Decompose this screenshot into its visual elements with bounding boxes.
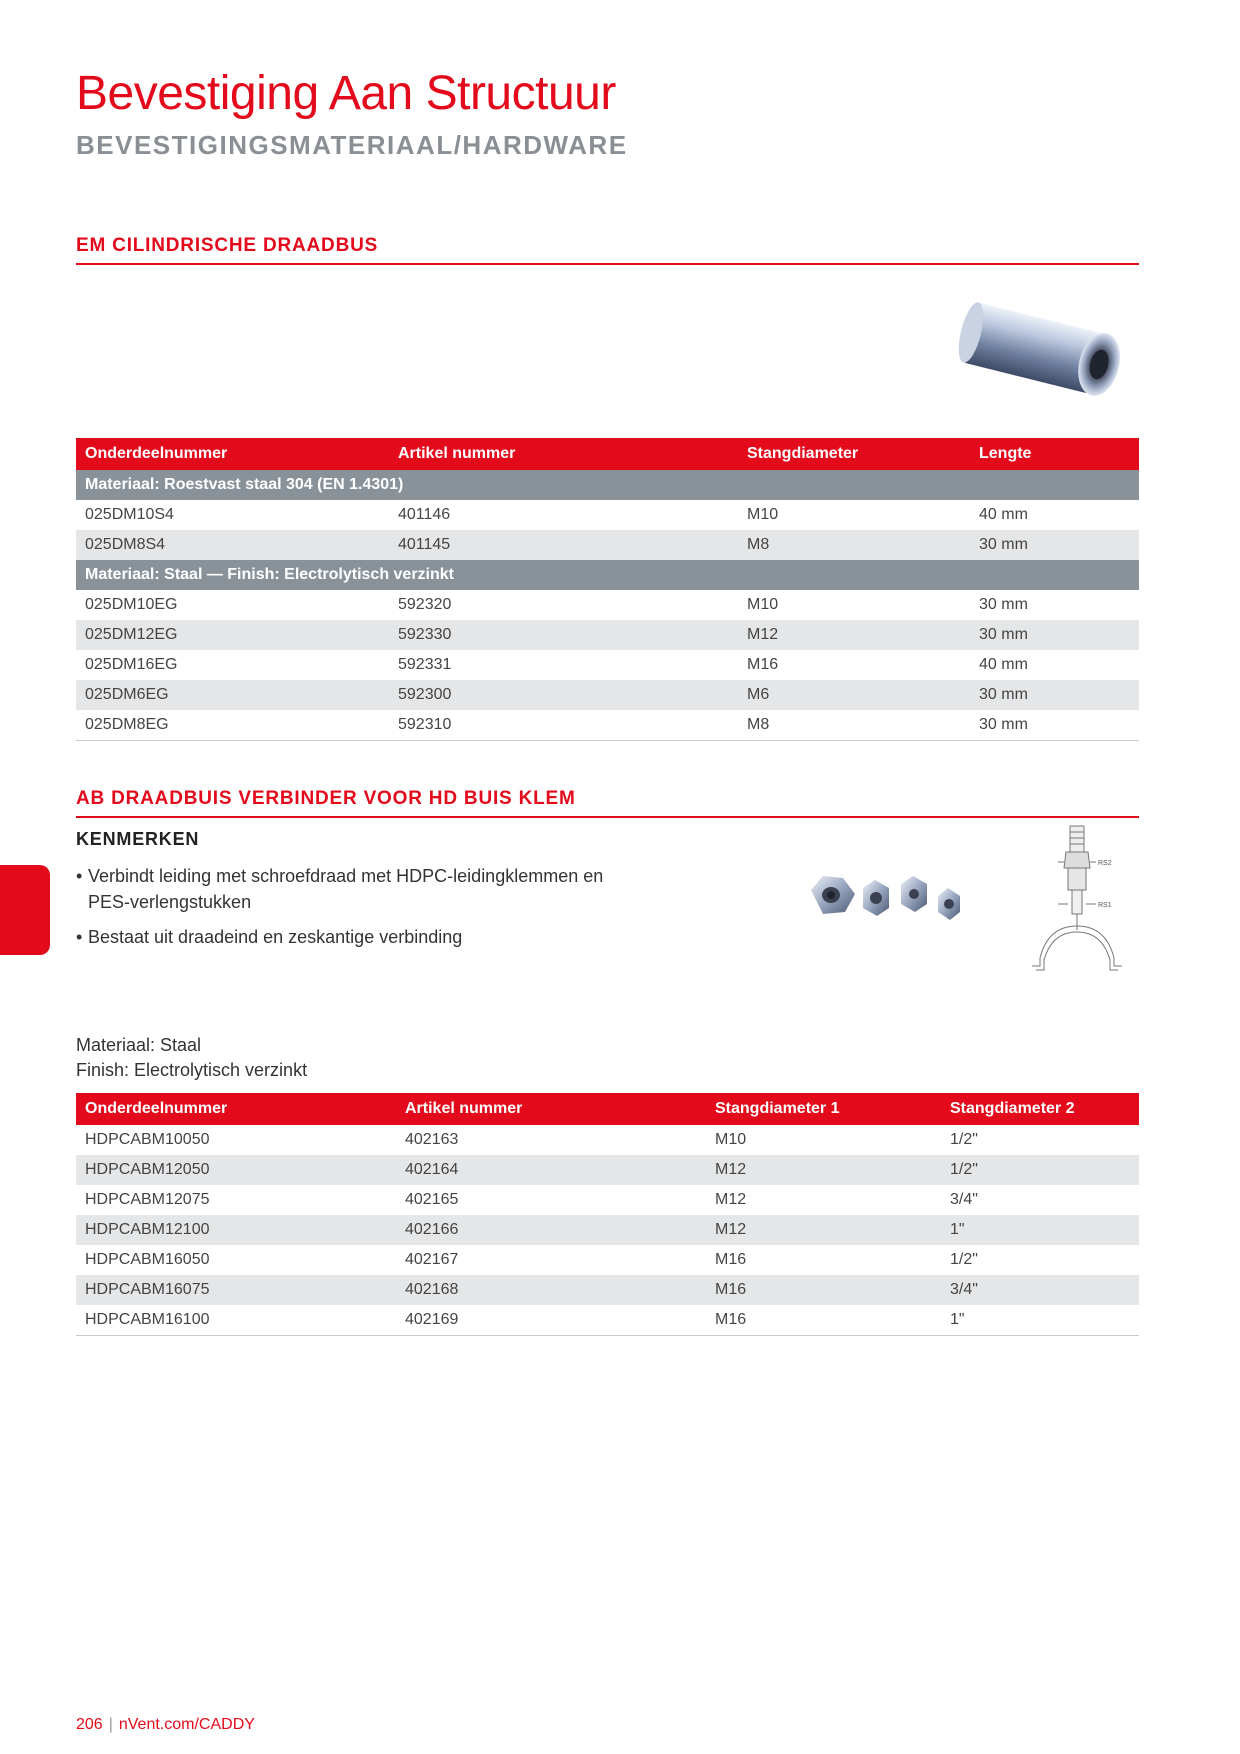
material-group-row <box>76 560 1139 590</box>
col-stangdiameter-1: Stangdiameter 1 <box>706 1093 941 1125</box>
side-tab-marker <box>0 865 50 955</box>
table-row <box>76 620 1139 650</box>
col-onderdeelnummer: Onderdeelnummer <box>76 1093 396 1125</box>
table-row <box>76 710 1139 741</box>
cell-part: HDPCABM12100 <box>76 1215 396 1245</box>
table-row <box>76 1215 1139 1245</box>
cell-part: HDPCABM12050 <box>76 1155 396 1185</box>
table-row <box>76 1275 1139 1305</box>
cell-article: 592320 <box>398 596 452 613</box>
cell-length: 30 mm <box>970 680 1139 710</box>
cell-diameter-2: 3/4" <box>941 1275 1139 1305</box>
cell-part: 025DM10EG <box>85 596 178 613</box>
cell-diameter-2: 1" <box>941 1215 1139 1245</box>
cell-article: 592300 <box>389 680 738 710</box>
cell-part: HDPCABM16050 <box>85 1251 210 1268</box>
features-heading: KENMERKEN <box>76 829 200 849</box>
cell-diameter: M6 <box>738 680 970 710</box>
page-title: Bevestiging Aan Structuur <box>76 67 616 120</box>
cylindrical-coupling-image <box>950 294 1140 414</box>
cell-length: 30 mm <box>979 596 1028 613</box>
cell-part: 025DM8S4 <box>76 530 389 560</box>
cell-length: 40 mm <box>979 506 1028 523</box>
footer-separator: | <box>108 1716 113 1733</box>
table-row <box>76 1155 1139 1185</box>
cell-diameter-1: M12 <box>706 1155 941 1185</box>
cell-article: 402167 <box>405 1251 459 1268</box>
page-number: 206 <box>76 1716 103 1733</box>
table-row <box>76 680 1139 710</box>
table-row <box>76 530 1139 560</box>
col-lengte: Lengte <box>970 438 1139 470</box>
connector-diagram <box>1018 818 1138 978</box>
cell-article: 401145 <box>389 530 738 560</box>
table-row <box>76 1185 1139 1215</box>
cell-part: 025DM8EG <box>76 710 389 741</box>
feature-item: • Bestaat uit draadeind en zeskantige verbinding <box>76 924 636 950</box>
cell-diameter-1: M12 <box>706 1215 941 1245</box>
cell-article: 402165 <box>405 1191 459 1208</box>
table-row <box>76 590 1139 620</box>
table-row <box>76 1245 1139 1275</box>
cell-diameter-2: 3/4" <box>950 1191 978 1208</box>
em-draadbus-table <box>76 438 1139 741</box>
col-stangdiameter-2: Stangdiameter 2 <box>941 1093 1139 1125</box>
cell-diameter-2: 1/2" <box>941 1155 1139 1185</box>
cell-article: 592330 <box>389 620 738 650</box>
cell-part: HDPCABM16100 <box>76 1305 396 1336</box>
hex-connectors-image <box>805 868 975 938</box>
table-header-row <box>76 438 1139 470</box>
section-heading-em-draadbus: EM CILINDRISCHE DRAADBUS <box>76 235 1139 265</box>
finish-text: Finish: Electrolytisch verzinkt <box>76 1060 308 1080</box>
cell-article: 592331 <box>398 656 452 673</box>
section-heading-ab-draadbuis: AB DRAADBUIS VERBINDER VOOR HD BUIS KLEM <box>76 788 1139 818</box>
cell-part: 025DM6EG <box>76 680 389 710</box>
page-footer <box>76 1716 255 1734</box>
cell-part: 025DM10S4 <box>85 506 174 523</box>
cell-article: 402169 <box>396 1305 706 1336</box>
cell-diameter: M12 <box>738 620 970 650</box>
table-row <box>76 1125 1139 1155</box>
col-artikel-nummer: Artikel nummer <box>396 1093 706 1125</box>
cell-part: HDPCABM10050 <box>85 1131 210 1148</box>
col-onderdeelnummer: Onderdeelnummer <box>76 438 389 470</box>
cell-length: 40 mm <box>979 656 1028 673</box>
diagram-label-rs1: RS1 <box>1098 902 1112 909</box>
page-subtitle: BEVESTIGINGSMATERIAAL/HARDWARE <box>76 130 628 160</box>
cell-diameter-1: M12 <box>715 1191 747 1208</box>
col-stangdiameter: Stangdiameter <box>738 438 970 470</box>
cell-article: 401146 <box>398 506 451 523</box>
features-list <box>76 863 636 959</box>
cell-diameter: M8 <box>738 530 970 560</box>
cell-diameter: M8 <box>738 710 970 741</box>
cell-length: 30 mm <box>970 710 1139 741</box>
material-group-row <box>76 470 1139 500</box>
cell-part: HDPCABM12075 <box>85 1191 210 1208</box>
cell-diameter-1: M16 <box>715 1251 747 1268</box>
cell-article: 402166 <box>396 1215 706 1245</box>
cell-article: 592310 <box>389 710 738 741</box>
cell-diameter-1: M16 <box>706 1275 941 1305</box>
cell-part: HDPCABM16075 <box>76 1275 396 1305</box>
cell-diameter-2: 1/2" <box>950 1131 978 1148</box>
cell-diameter: M10 <box>747 596 779 613</box>
cell-article: 402168 <box>396 1275 706 1305</box>
cell-article: 402163 <box>405 1131 459 1148</box>
table-header-row <box>76 1093 1139 1125</box>
table-row <box>76 1305 1139 1336</box>
cell-length: 30 mm <box>970 530 1139 560</box>
cell-article: 402164 <box>396 1155 706 1185</box>
material-group-label: Materiaal: Staal — Finish: Electrolytisch verzinkt <box>76 560 1139 590</box>
feature-item: • Verbindt leiding met schroefdraad met HDPC-leidingklemmen en PES-verlengstukken <box>76 863 636 915</box>
table-row <box>76 650 1139 680</box>
col-artikel-nummer: Artikel nummer <box>389 438 738 470</box>
cell-part: 025DM12EG <box>76 620 389 650</box>
cell-diameter-1: M16 <box>706 1305 941 1336</box>
cell-length: 30 mm <box>970 620 1139 650</box>
diagram-label-rs2: RS2 <box>1098 860 1112 867</box>
cell-diameter-2: 1" <box>941 1305 1139 1336</box>
footer-site-link[interactable]: nVent.com/CADDY <box>118 1716 255 1733</box>
cell-diameter: M16 <box>747 656 779 673</box>
ab-draadbuis-table <box>76 1093 1139 1336</box>
cell-part: 025DM16EG <box>85 656 178 673</box>
cell-diameter-2: 1/2" <box>950 1251 978 1268</box>
cell-diameter-1: M10 <box>715 1131 747 1148</box>
material-text: Materiaal: Staal <box>76 1035 202 1055</box>
table-row <box>76 500 1139 530</box>
cell-diameter: M10 <box>747 506 779 523</box>
material-group-label: Materiaal: Roestvast staal 304 (EN 1.4301) <box>76 470 1139 500</box>
